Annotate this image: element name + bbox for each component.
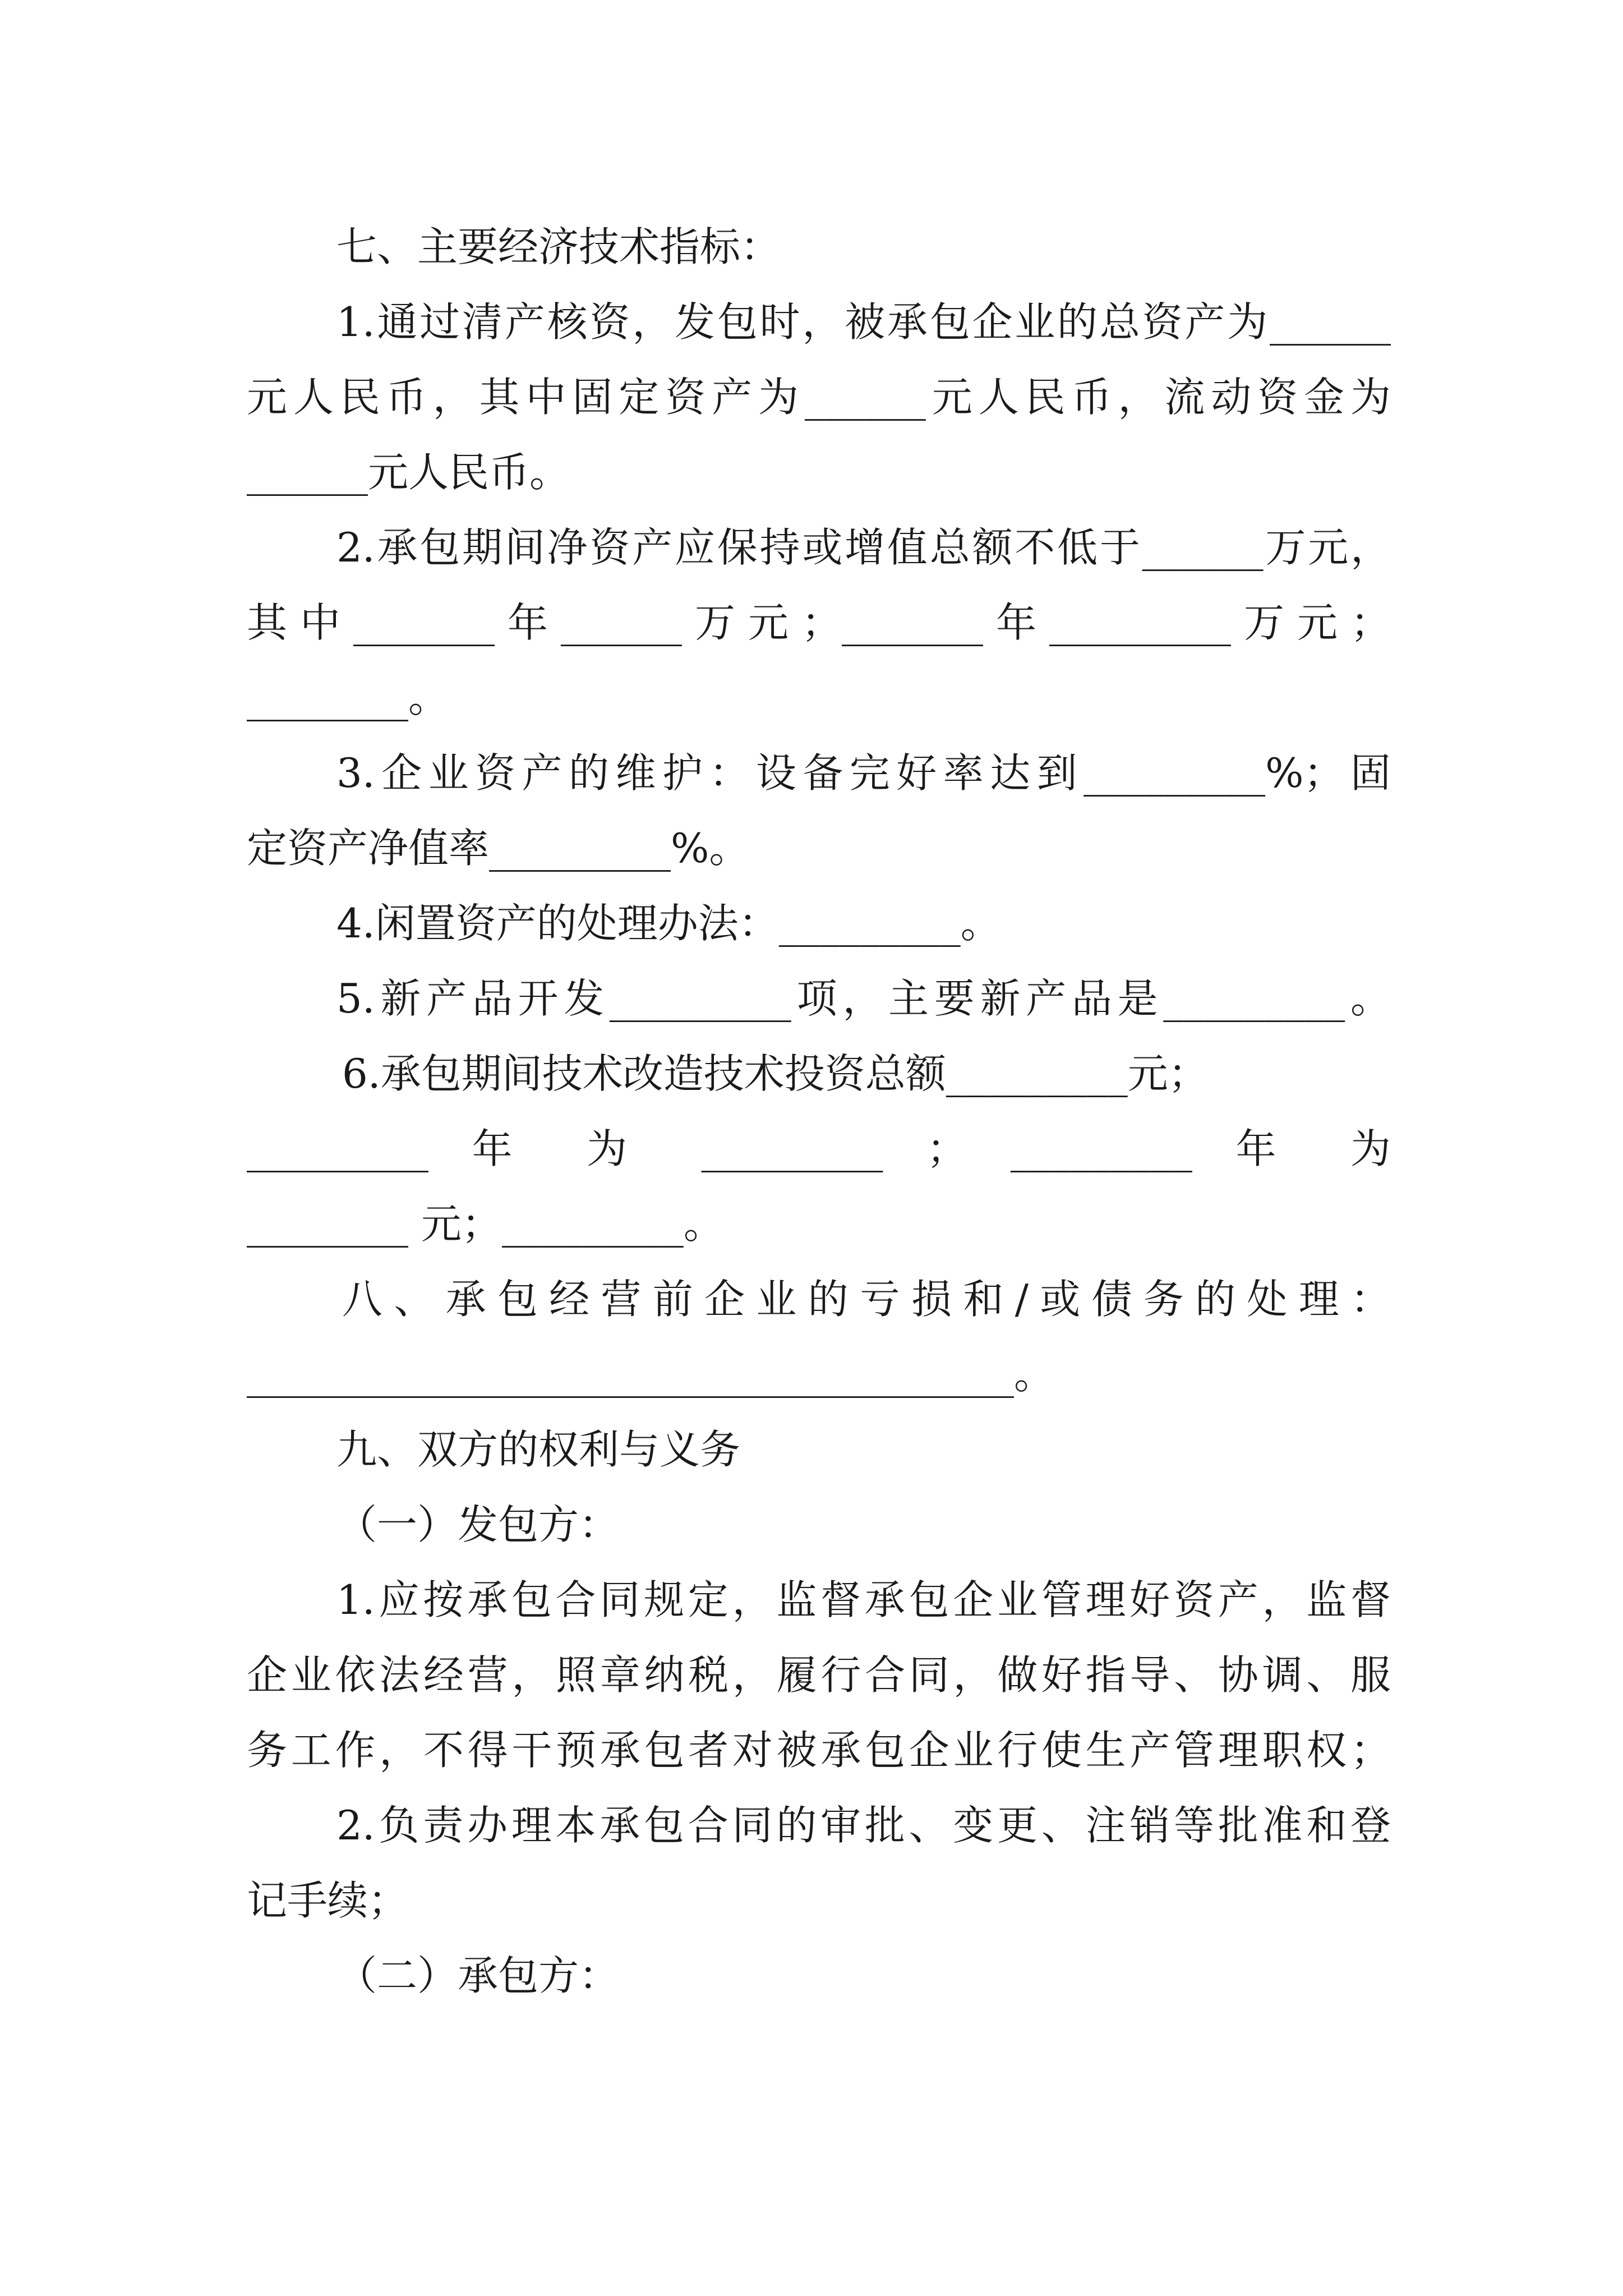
paragraph-line: 定资产净值率_________%。 — [247, 825, 750, 872]
paragraph-line: 6.承包期间技术改造技术投资总额_________元； — [342, 1050, 1209, 1097]
paragraph-line: 3.企业资产的维护：设备完好率达到_________%；固 — [336, 749, 1391, 797]
paragraph-line: 其中_______年______万元；_______年_________万元； — [247, 599, 1391, 646]
paragraph-line: 2.承包期间净资产应保持或增值总额不低于______万元， — [336, 524, 1391, 571]
paragraph-line: 1.应按承包合同规定，监督承包企业管理好资产，监督 — [336, 1576, 1391, 1623]
section-heading-9: 九、双方的权利与义务 — [336, 1426, 741, 1473]
paragraph-line: 元人民币，其中固定资产为______元人民币，流动资金为 — [247, 374, 1391, 421]
paragraph-line: 4.闲置资产的处理办法：_________。 — [336, 900, 1001, 947]
paragraph-line: ________ 元；_________。 — [247, 1200, 724, 1248]
section-heading-8: 八、承包经营前企业的亏损和/或债务的处理： — [342, 1276, 1391, 1323]
paragraph-line: 1.通过清产核资，发包时，被承包企业的总资产为______ — [336, 298, 1391, 346]
section-heading-7: 七、主要经济技术指标： — [336, 223, 781, 270]
paragraph-line: 企业依法经营，照章纳税，履行合同，做好指导、协调、服 — [247, 1651, 1391, 1699]
paragraph-line: 2.负责办理本承包合同的审批、变更、注销等批准和登 — [336, 1802, 1391, 1849]
paragraph-line: 5.新产品开发_________项，主要新产品是_________。 — [336, 975, 1391, 1022]
paragraph-line: ______元人民币。 — [247, 449, 570, 496]
paragraph-line: 务工作，不得干预承包者对被承包企业行使生产管理职权； — [247, 1727, 1391, 1774]
paragraph-line: 记手续； — [247, 1877, 409, 1924]
paragraph-line: ________。 — [247, 674, 449, 721]
subsection-heading-2: （二）承包方： — [336, 1952, 620, 1999]
subsection-heading-1: （一）发包方： — [336, 1501, 620, 1548]
paragraph-line: ______________________________________。 — [247, 1351, 1054, 1398]
paragraph-line: _________ 年 为 _________ ； _________ 年 为 — [247, 1125, 1391, 1172]
